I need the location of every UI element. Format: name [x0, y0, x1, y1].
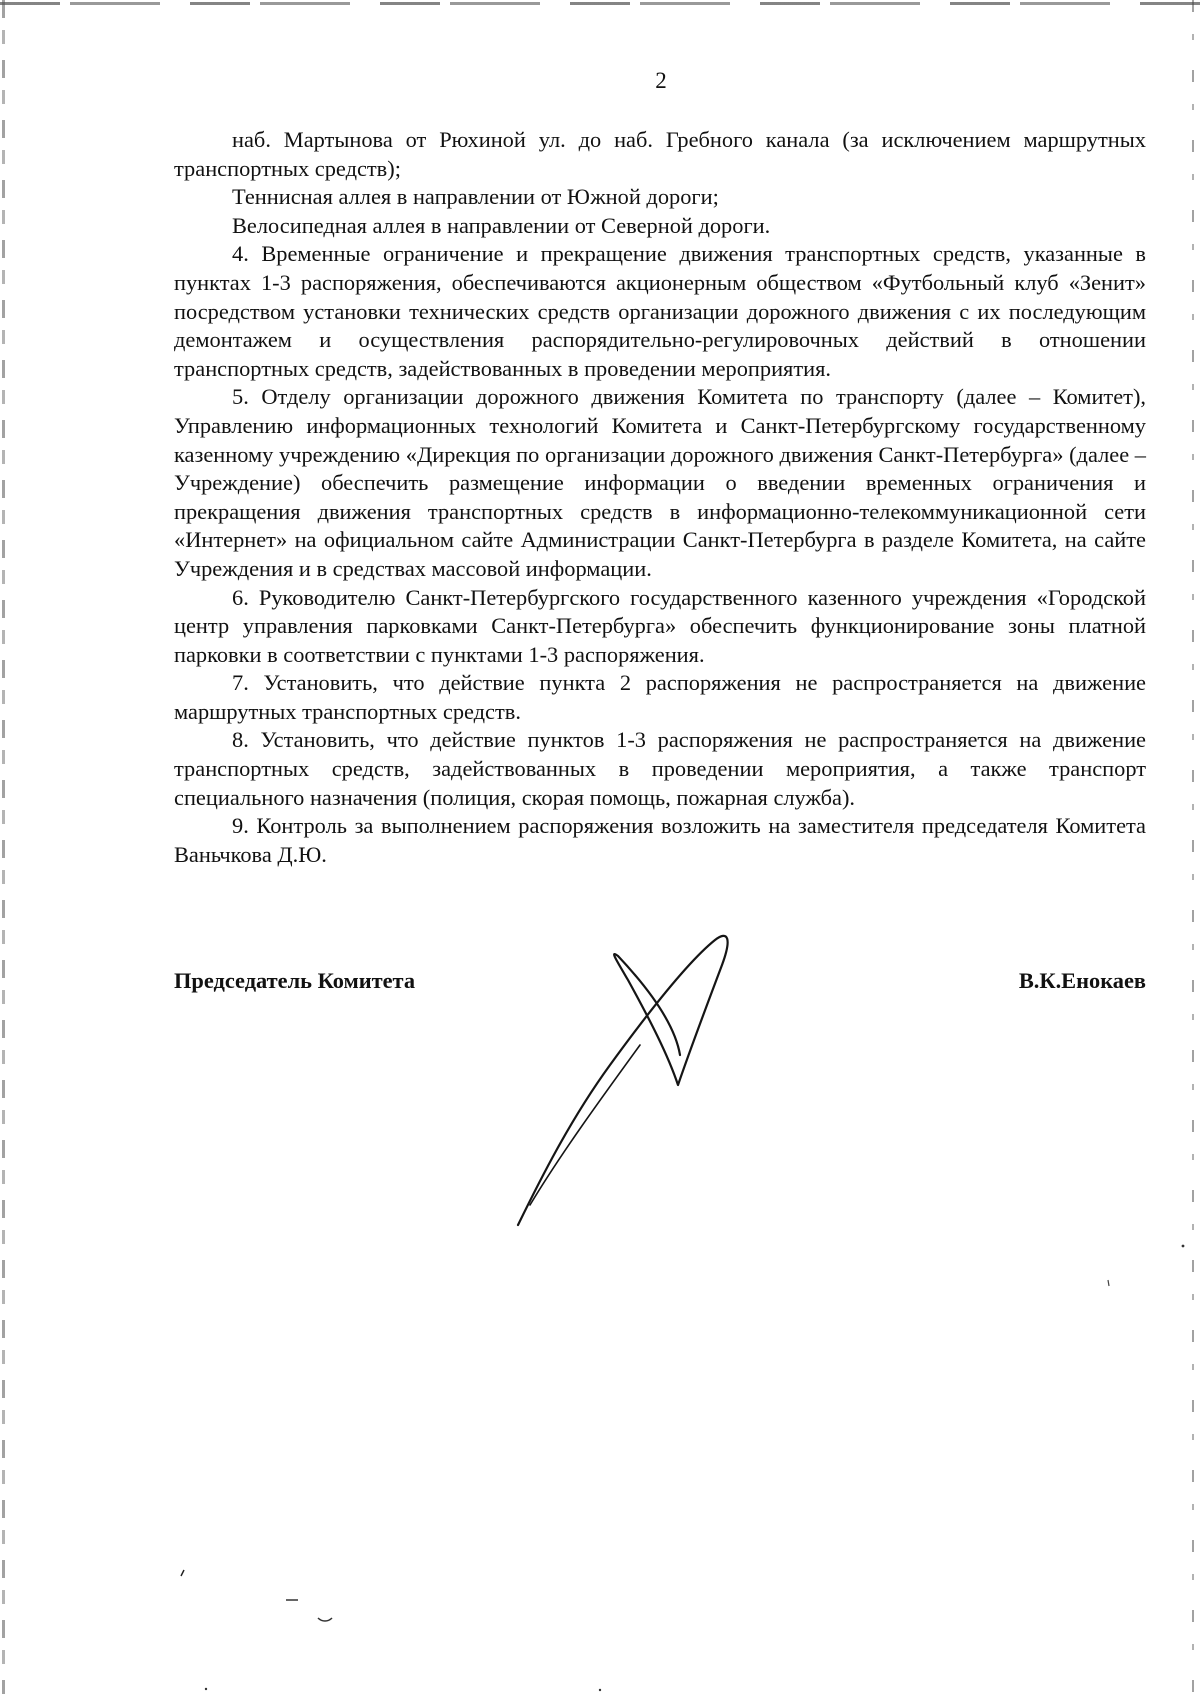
signatory-name: В.К.Енокаев: [1018, 968, 1146, 993]
paragraph-item-7: 7. Установить, что действие пункта 2 распоряжения не распространяется на движение маршрутных транспортных средств.: [174, 670, 1146, 724]
paragraph-item-4: 4. Временные ограничение и прекращение движения транспортных средств, указанные в пунктах 1-3 распоряжения, обеспечиваются акционерным обществом «Футбольный клуб «Зенит» посредством установки технических средств организации дорожного движения с их последующим демонтажем и осуществления распорядительно-регулировочных действий в отношении транспортных средств, задействованных в проведении мероприятия.: [174, 241, 1146, 381]
paragraph-item-5: 5. Отделу организации дорожного движения Комитета по транспорту (далее – Комитет), Управлению информационных технологий Комитета и Санкт-Петербургскому государственному казенному учреждению «Дирекция по организации дорожного движения Санкт-Петербурга» (далее – Учреждение) обеспечить размещение информации о введении временных ограничения и прекращения движения транспортных средств в информационно-телекоммуникационной сети «Интернет» на официальном сайте Администрации Санкт-Петербурга в разделе Комитета, на сайте Учреждения и в средствах массовой информации.: [174, 384, 1146, 581]
scan-edge-top: [0, 2, 1200, 5]
signatory-role: Председатель Комитета: [174, 968, 416, 993]
scan-edge-right: [1192, 0, 1194, 1694]
paragraph-street-2: Теннисная аллея в направлении от Южной дороги;: [232, 184, 719, 210]
paragraph-item-9: 9. Контроль за выполнением распоряжения возложить на заместителя председателя Комитета Ваньчкова Д.Ю.: [174, 813, 1146, 867]
paragraph-street-3: Велосипедная аллея в направлении от Северной дороги.: [232, 212, 771, 238]
scan-edge-left: [2, 0, 5, 1694]
page-number: 2: [655, 68, 667, 93]
paragraph-street-1: наб. Мартынова от Рюхиной ул. до наб. Гребного канала (за исключением маршрутных транспортных средств);: [174, 127, 1146, 181]
document-body: [174, 126, 1146, 869]
paragraph-item-6: 6. Руководителю Санкт-Петербургского государственного казенного учреждения «Городской центр управления парковками Санкт-Петербурга» обеспечить функционирование зоны платной парковки в соответствии с пунктами 1-3 распоряжения.: [174, 584, 1146, 667]
paragraph-item-8: 8. Установить, что действие пунктов 1-3 распоряжения не распространяется на движение транспортных средств, задействованных в проведении мероприятия, а также транспорт специального назначения (полиция, скорая помощь, пожарная служба).: [174, 727, 1146, 810]
handwritten-signature: [500, 880, 800, 1240]
